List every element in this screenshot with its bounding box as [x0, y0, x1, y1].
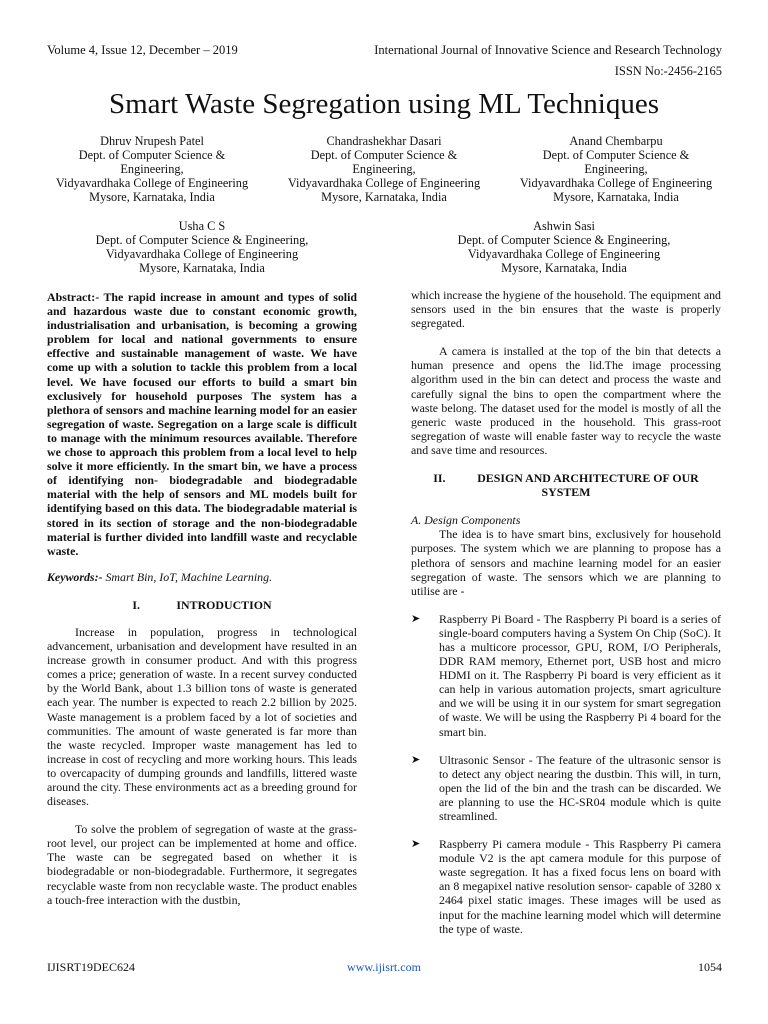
arrow-bullet-icon: ➤	[411, 837, 421, 851]
author-college: Vidyavardhaka College of Engineering	[467, 247, 661, 261]
author-college: Vidyavardhaka College of Engineering	[105, 247, 299, 261]
keywords-label: Keywords:-	[47, 569, 103, 584]
list-item	[411, 837, 721, 936]
author-dept: Dept. of Computer Science & Engineering,	[95, 233, 309, 247]
author-location: Mysore, Karnataka, India	[139, 261, 265, 275]
list-item-text: Raspberry Pi Board - The Raspberry Pi board is a series of single-board computers having a System On Chip (SoC). It has a multicore processor, GPU, ROM, I/O Peripherals, DDR RAM memory, Ethernet port, USB host and micro HDMI on it. The Raspberry Pi board is very efficient as it can help in various automation projects, smart agriculture and we will be using it in our system for smart segregation of waste. We will be using the Raspberry Pi 4 board for the smart bin.	[439, 611, 721, 739]
author-dept: Dept. of Computer Science &	[310, 148, 458, 162]
footer-website-link[interactable]: www.ijisrt.com	[347, 960, 421, 974]
footer-page-number: 1054	[698, 960, 722, 974]
author-name: Usha C S	[178, 219, 226, 233]
intro-paragraph: Increase in population, progress in technological advancement, urbanisation and development have resulted in an increase growth in consumer product. And with this progress comes a price; generation of waste. In a recent survey conducted by the World Bank, about 1.3 billion tons of waste is generated each year. The number is expected to reach 2.2 billion by 2025. Waste management is a problem faced by a lot of societies and communities. The amount of waste generated is far more than the waste recycled. Improper waste management has led to increase in cost of recycling and more working hours. This leads to overcapacity of dumping grounds and landfills, littered waste around the city. These environments act as a breeding ground for diseases.	[47, 624, 357, 809]
header-volume: Volume 4, Issue 12, December – 2019	[47, 43, 238, 57]
author-dept-cont: Engineering,	[352, 162, 416, 176]
author-dept-cont: Engineering,	[584, 162, 648, 176]
author-block	[72, 219, 332, 275]
paper-title: Smart Waste Segregation using ML Techniques	[108, 88, 660, 120]
author-name: Dhruv Nrupesh Patel	[100, 134, 204, 148]
arrow-bullet-icon: ➤	[411, 611, 421, 625]
author-college: Vidyavardhaka College of Engineering	[519, 176, 713, 190]
list-item	[411, 612, 721, 739]
section-title: INTRODUCTION	[176, 597, 272, 612]
author-location: Mysore, Karnataka, India	[89, 190, 215, 204]
author-name: Ashwin Sasi	[533, 219, 595, 233]
author-block	[274, 134, 494, 204]
keywords-text: Smart Bin, IoT, Machine Learning.	[105, 569, 273, 584]
author-name: Chandrashekhar Dasari	[326, 134, 442, 148]
author-location: Mysore, Karnataka, India	[321, 190, 447, 204]
author-college: Vidyavardhaka College of Engineering	[287, 176, 481, 190]
section-title-cont: SYSTEM	[541, 485, 591, 500]
author-location: Mysore, Karnataka, India	[501, 261, 627, 275]
keywords	[47, 570, 357, 584]
author-block	[506, 134, 726, 204]
author-dept: Dept. of Computer Science &	[78, 148, 226, 162]
author-block	[42, 134, 262, 204]
section-heading-intro	[47, 598, 357, 612]
body-paragraph: A camera is installed at the top of the bin that detects a human presence and opens the lid.The image processing algorithm used in the bin can detect and process the waste and carefully signal the bins to open the compartment where the waste belong. The dataset used for the model is mostly of all the generic waste produced in the household. This grass-root segregation of waste will enable faster way to recycle the waste and save time and resources.	[411, 344, 721, 457]
right-column	[411, 288, 721, 936]
component-list	[411, 612, 721, 936]
author-college: Vidyavardhaka College of Engineering	[55, 176, 249, 190]
header-journal: International Journal of Innovative Science and Research Technology	[374, 43, 722, 57]
header-issn: ISSN No:-2456-2165	[614, 64, 722, 78]
list-item	[411, 753, 721, 823]
section-title: DESIGN AND ARCHITECTURE OF OUR	[477, 471, 699, 486]
author-dept: Dept. of Computer Science & Engineering,	[457, 233, 671, 247]
body-paragraph: The idea is to have smart bins, exclusively for household purposes. The system which we are planning to propose has a plethora of sensors and machine learning model for an easier segregation of waste. The sensors which we are planning to utilise are -	[411, 527, 721, 598]
body-paragraph: which increase the hygiene of the household. The equipment and sensors used in the bin ensures that the waste is properly segregated.	[411, 288, 721, 331]
author-block	[434, 219, 694, 275]
left-column	[47, 290, 357, 907]
author-dept: Dept. of Computer Science &	[542, 148, 690, 162]
section-number: II.	[433, 471, 446, 486]
author-location: Mysore, Karnataka, India	[553, 190, 679, 204]
list-item-text: Raspberry Pi camera module - This Raspberry Pi camera module V2 is the apt camera module for this purpose of waste segregation. It has a fixed focus lens on board with an 8 megapixel native resolution sensor- capable of 3280 x 2464 pixel static images. These images will be used as input for the machine learning model which will determine the type of waste.	[439, 837, 721, 936]
author-name: Anand Chembarpu	[569, 134, 663, 148]
section-heading-design	[411, 471, 721, 499]
author-dept-cont: Engineering,	[120, 162, 184, 176]
footer-paper-id: IJISRT19DEC624	[47, 960, 135, 974]
intro-paragraph: To solve the problem of segregation of waste at the grass- root level, our project can be implemented at home and office. The waste can be segregated based on whether it is biodegradable or non-biodegradable. Furthermore, it segregates recyclable waste from non recyclable waste. The product enables a touch-free interaction with the dustbin,	[47, 822, 357, 907]
subsection-heading: A. Design Components	[411, 513, 521, 528]
arrow-bullet-icon: ➤	[411, 752, 421, 766]
abstract: Abstract:- The rapid increase in amount and types of solid and hazardous waste due to constant economic growth, industrialisation and urbanisation, is becoming a growing problem for local and national governments to ensure effective and sustainable management of waste. We have come up with a solution to tackle this problem from a local level. We have focused our efforts to build a smart bin exclusively for household purposes The system has a plethora of sensors and machine learning model for an easier segregation of waste. Segregation on a large scale is difficult to manage with the minimum resources available. Therefore we chose to approach this problem from a local level to help solve it more efficiently. In the smart bin, we have a process of identifying non- biodegradable and biodegradable material with the help of sensors and ML models built for identifying based on this data. The biodegradable material is stored in its section of storage and the non-biodegradable material is further divided into landfill waste and recyclable waste.	[47, 290, 357, 558]
section-number: I.	[132, 597, 141, 612]
list-item-text: Ultrasonic Sensor - The feature of the ultrasonic sensor is to detect any object nearing the dustbin. This will, in turn, open the lid of the bin and the trash can be discarded. We are planning to use the HC-SR04 module which is quite streamlined.	[439, 752, 721, 823]
